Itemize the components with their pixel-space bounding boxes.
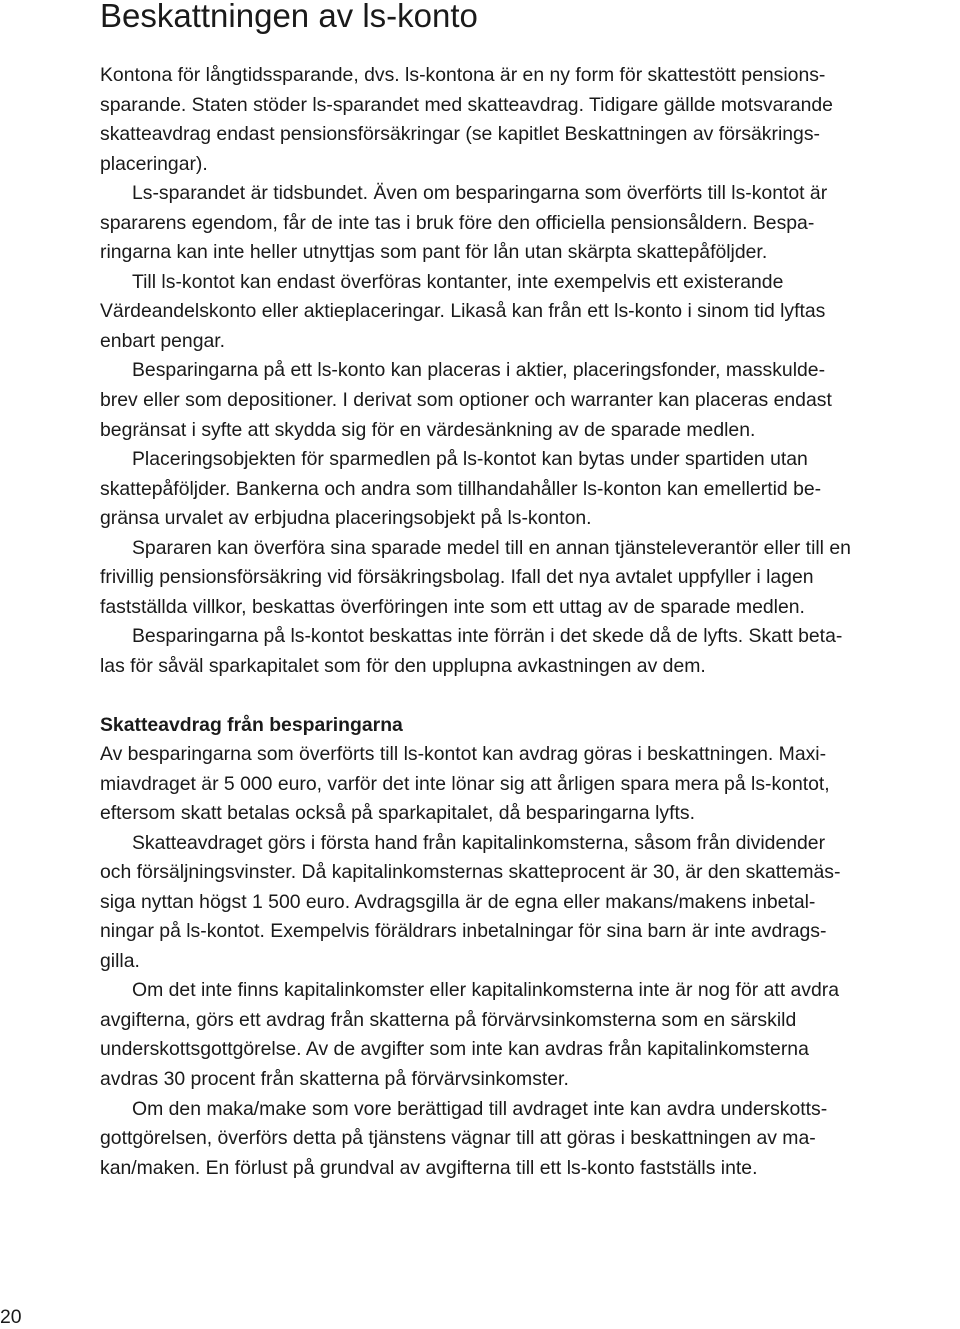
text-line: ringarna kan inte heller utnyttjas som pant för lån utan skärpta skattepåföljder. bbox=[100, 241, 768, 264]
page-number: 20 bbox=[0, 1306, 22, 1328]
text-line: Placeringsobjekten för sparmedlen på ls-kontot kan bytas under spartiden utan bbox=[132, 448, 808, 471]
text-line: las för såväl sparkapitalet som för den upplupna avkastningen av dem. bbox=[100, 654, 706, 677]
text-line: ningar på ls-kontot. Exempelvis föräldrars inbetalningar för sina barn är inte avdrags- bbox=[100, 920, 827, 943]
section-skatteavdrag-body bbox=[100, 740, 960, 1183]
section-heading-skatteavdrag: Skatteavdrag från besparingarna bbox=[100, 714, 403, 736]
text-line: skattepåföljder. Bankerna och andra som tillhandahåller ls-konton kan emellertid be- bbox=[100, 477, 822, 500]
text-line: gränsa urvalet av erbjudna placeringsobjekt på ls-konton. bbox=[100, 507, 592, 530]
text-line: Kontona för långtidssparande, dvs. ls-kontona är en ny form för skattestött pensions- bbox=[100, 64, 826, 86]
text-line: Av besparingarna som överförts till ls-kontot kan avdrag göras i beskattningen. Maxi- bbox=[100, 743, 827, 765]
text-line: fastställda villkor, beskattas överföringen inte som ett uttag av de sparade medlen. bbox=[100, 595, 805, 618]
text-line: Om den maka/make som vore berättigad till avdraget inte kan avdra underskotts- bbox=[132, 1097, 828, 1120]
text-line: miavdraget är 5 000 euro, varför det inte lönar sig att årligen spara mera på ls-kontot, bbox=[100, 772, 830, 795]
text-line: sparande. Staten stöder ls-sparandet med skatteavdrag. Tidigare gällde motsvarande bbox=[100, 93, 833, 116]
section-intro-body bbox=[100, 61, 960, 681]
text-line: begränsat i syfte att skydda sig för en värdesänkning av de sparade medlen. bbox=[100, 418, 756, 441]
text-line: brev eller som depositioner. I derivat som optioner och warranter kan placeras endast bbox=[100, 389, 832, 412]
text-line: Besparingarna på ls-kontot beskattas inte förrän i det skede då de lyfts. Skatt beta- bbox=[132, 625, 843, 648]
text-line: placeringar). bbox=[100, 152, 208, 175]
text-line: underskottsgottgörelse. Av de avgifter som inte kan avdras från kapitalinkomsterna bbox=[100, 1038, 809, 1061]
text-line: Besparingarna på ett ls-konto kan placeras i aktier, placeringsfonder, masskulde- bbox=[132, 359, 826, 382]
text-line: siga nyttan högst 1 500 euro. Avdragsgilla är de egna eller makans/makens inbetal- bbox=[100, 890, 816, 913]
text-line: spararens egendom, får de inte tas i bruk före den officiella pensionsåldern. Bespa- bbox=[100, 211, 815, 234]
text-line: enbart pengar. bbox=[100, 329, 226, 352]
text-line: frivillig pensionsförsäkring vid försäkringsbolag. Ifall det nya avtalet uppfyller i lagen bbox=[100, 566, 814, 589]
text-line: Värdeandelskonto eller aktieplaceringar. Likaså kan från ett ls-konto i sinom tid lyftas bbox=[100, 300, 826, 323]
text-line: kan/maken. En förlust på grundval av avgifterna till ett ls-konto fastställs inte. bbox=[100, 1156, 758, 1179]
text-line: Spararen kan överföra sina sparade medel till en annan tjänsteleverantör eller till en bbox=[132, 536, 851, 559]
text-line: avdras 30 procent från skatterna på förvärvsinkomster. bbox=[100, 1068, 569, 1091]
text-line: och försäljningsvinster. Då kapitalinkomsternas skatteprocent är 30, är den skattemäs- bbox=[100, 861, 841, 884]
text-line: Ls-sparandet är tidsbundet. Även om besparingarna som överförts till ls-kontot är bbox=[132, 182, 828, 205]
text-line: Till ls-kontot kan endast överföras kontanter, inte exempelvis ett existerande bbox=[132, 270, 784, 293]
text-line: skatteavdrag endast pensionsförsäkringar (se kapitlet Beskattningen av försäkrings- bbox=[100, 123, 820, 146]
text-line: Om det inte finns kapitalinkomster eller kapitalinkomsterna inte är nog för att avdra bbox=[132, 979, 840, 1002]
text-line: gottgörelsen, överförs detta på tjänstens vägnar till att göras i beskattningen av ma- bbox=[100, 1127, 816, 1150]
text-line: avgifterna, görs ett avdrag från skatterna på förvärvsinkomsterna som en särskild bbox=[100, 1008, 797, 1031]
text-line: Skatteavdraget görs i första hand från kapitalinkomsterna, såsom från dividender bbox=[132, 831, 826, 854]
text-line: eftersom skatt betalas också på sparkapitalet, då besparingarna lyfts. bbox=[100, 802, 695, 825]
page-title: Beskattningen av ls-konto bbox=[100, 0, 478, 34]
text-line: gilla. bbox=[100, 949, 140, 972]
